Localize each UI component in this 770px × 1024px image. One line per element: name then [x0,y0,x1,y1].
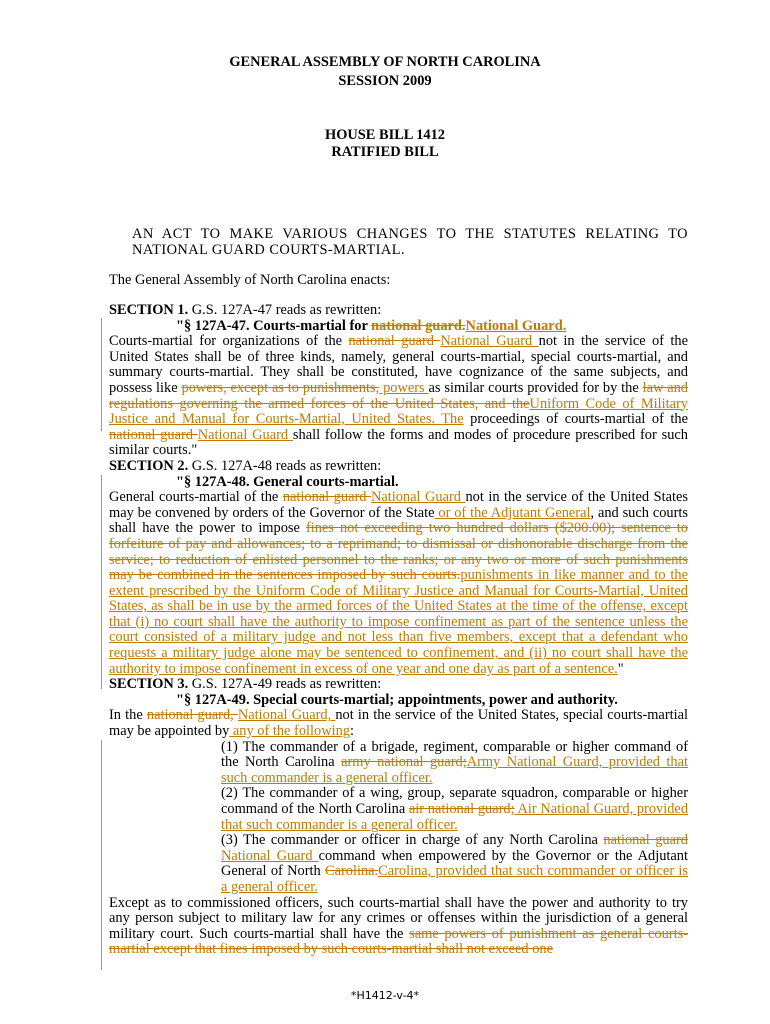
section-1-intro: SECTION 1. G.S. 127A-47 reads as rewritten: [109,302,382,318]
section-1-heading: "§ 127A-47. Courts-martial for national guard.National Guard. [176,317,567,334]
act-title: AN ACT TO MAKE VARIOUS CHANGES TO THE STATUTES RELATING TO NATIONAL GUARD COURTS-MARTIAL. [132,226,688,258]
section-3-text: In the national guard, National Guard, not in the service of the United States, special courts-martial may be appointed by any of the following: [109,707,688,740]
bill-body [109,303,688,958]
bill-number: HOUSE BILL 1412 [325,127,445,143]
section-2-text: General courts-martial of the national guard National Guard not in the service of the United States may be convened by orders of the Governor of the State or of the Adjutant General, and such courts shall have the power to impose fines not exceeding two hundred dollars ($200.00); sentence to forfeiture of pay and allowances; to a reprimand; to dismissal or dishonorable discharge from the service; to reduction of enlisted personnel to the ranks; or any two or more of such punishments may be combined in the sentences imposed by such courts.punishments in like manner and to the extent prescribed by the Uniform Code of Military Justice and Manual for Courts-Martial, United States, as shall be in use by the armed forces of the United States at the time of the offense, except that (i) no court shall have the authority to impose confinement as part of the sentence unless the court consisted of a military judge and not less than five members, except that a defendant who requests a military judge alone may be sentenced to confinement, and (ii) no court shall have the authority to impose confinement in excess of one year and one day as part of a sentence." [109,489,688,677]
section-3-intro: SECTION 3. G.S. 127A-49 reads as rewritten: [109,676,382,693]
section-3-heading: "§ 127A-49. Special courts-martial; appointments, power and authority. [176,691,618,708]
change-bar [101,475,102,689]
bill-status: RATIFIED BILL [331,144,439,160]
assembly-heading: GENERAL ASSEMBLY OF NORTH CAROLINA [229,54,541,70]
change-bar [101,740,102,970]
page-footer-code: *H1412-v-4* [350,989,420,1002]
section-1-text: Courts-martial for organizations of the national guard National Guard not in the service of the United States shall be of three kinds, namely, general courts-martial, special courts-martial, and summary courts-martial. They shall be constituted, have cognizance of the same subjects, and possess like powers, except as to punishments, powers as similar courts provided for by the law and regulations governing the armed forces of the United States, and theUniform Code of Military Justice and Manual for Courts-Martial, United States. The proceedings of courts-martial of the national guard National Guard shall follow the forms and modes of procedure prescribed for such similar courts." [109,333,689,459]
list-item: (1) The commander of a brigade, regiment, comparable or higher command of the North Carolina army national guard;Army National Guard, provided that such commander is a general officer. [221,738,689,786]
section-2-heading: "§ 127A-48. General courts-martial. [176,473,399,490]
enacting-clause: The General Assembly of North Carolina enacts: [109,272,391,288]
section-3-powers-text: Except as to commissioned officers, such courts-martial shall have the power and authority to try any person subject to military law for any crimes or offenses within the jurisdiction of a general military court. Such courts-martial shall have the same powers of punishment as general courts-martial except that fines imposed by such courts-martial shall not exceed one [109,894,688,958]
change-bar [101,318,102,431]
session-heading: SESSION 2009 [338,73,432,89]
list-item: (3) The commander or officer in charge of any North Carolina national guard National Guard command when empowered by the Governor or the Adjutant General of North Carolina.Carolina, provided that such commander or officer is a general officer. [221,832,689,895]
section-2-intro: SECTION 2. G.S. 127A-48 reads as rewritten: [109,457,382,474]
list-item: (2) The commander of a wing, group, separate squadron, comparable or higher command of the North Carolina air national guard; Air National Guard, provided that such commander is a general officer. [221,785,689,833]
